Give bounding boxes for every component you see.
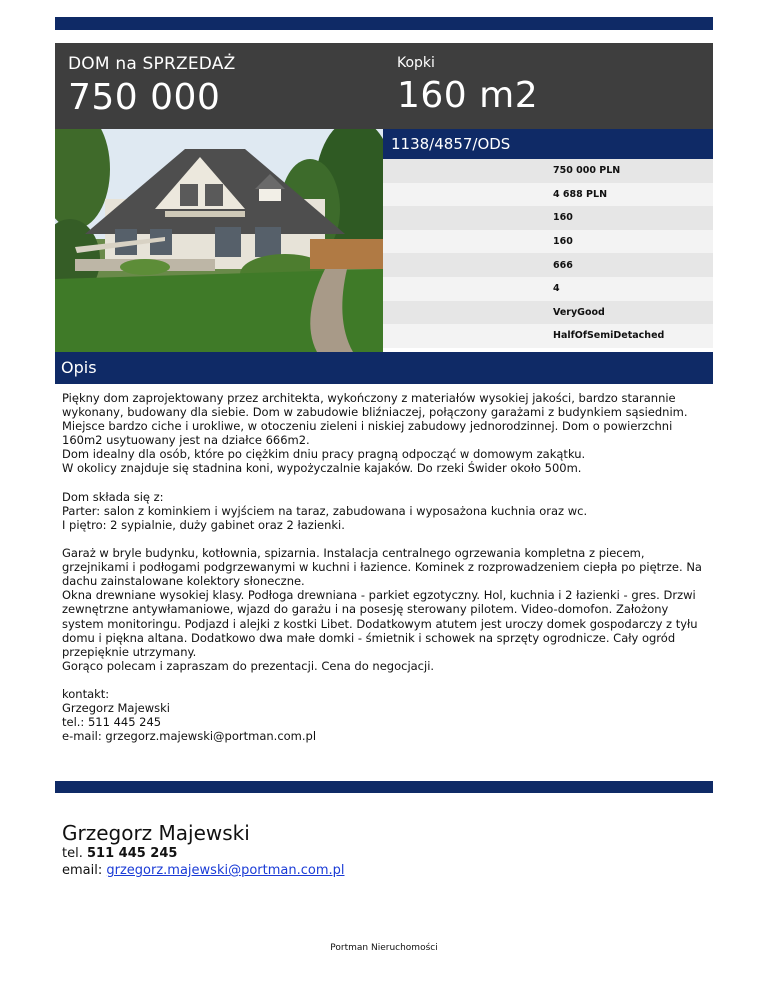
- agent-email-link[interactable]: grzegorz.majewski@portman.com.pl: [106, 863, 345, 878]
- spec-rooms: 4: [383, 277, 713, 301]
- description-contact: kontakt: Grzegorz Majewski tel.: 511 445 245 e-mail: grzegorz.majewski@portman.com.pl: [62, 686, 317, 744]
- listing-price: 750 000: [68, 77, 221, 118]
- reference-number: 1138/4857/ODS: [383, 129, 713, 159]
- house-photo: [55, 129, 383, 352]
- agent-phone: 511 445 245: [86, 846, 178, 861]
- description-heading: Opis: [55, 352, 713, 384]
- specs-table: [383, 159, 713, 348]
- spec-usable-area: 160: [383, 230, 713, 254]
- description-paragraph: Piękny dom zaprojektowany przez architekta, wykończony z materiałów wysokiej jakości, bardzo starannie wykonany, budowany dla siebie. Dom w zabudowie bliźniaczej, połączony garażami z budynkiem sąsiednim. Miejsce bardzo ciche i urokliwe, w otoczeniu zieleni i niskiej zabudowy jednorodzinnej. Dom o powierzchni 160m2 usytuowany jest na działce 666m2. Dom idealny dla osób, które po ciężkim dniu pracy pragną odpocząć w domowym zakątku. W okolicy znajduje się stadnina koni, wypożyczalnie kajaków. Do rzeki Świder około 500m.: [62, 391, 688, 476]
- spec-plot-area: 666: [383, 253, 713, 277]
- description-paragraph: Dom składa się z: Parter: salon z kominkiem i wyjściem na taraz, zabudowana i wyposażona kuchnia oraz wc. I piętro: 2 sypialnie, duży gabinet oraz 2 łazienki.: [62, 489, 588, 532]
- listing-city: Kopki: [397, 55, 435, 71]
- description-paragraph: Garaż w bryle budynku, kotłownia, spizarnia. Instalacja centralnego ogrzewania kompletna z piecem, grzejnikami i podłogami podgrzewanymi w kuchni i łazience. Kominek z rozprowadzeniem ciepła po piętrze. Na dachu zainstalowane kolektory słoneczne. Okna drewniane wysokiej klasy. Podłoga drewniana - parkiet egzotyczny. Hol, kuchnia i 2 łazienki - gres. Drzwi zewnętrzne antywłamaniowe, wjazd do garażu i na posesję sterowany pilotem. Video-domofon. Założony system monitoringu. Podjazd i alejki z kostki Libet. Dodatkowym atutem jest uroczy domek gospodarczy z tyłu domu i piękna altana. Dodatkowo dwa małe domki - śmietnik i schowek na sprzęty ogrodnicze. Cały ogród przepięknie utrzymany. Gorąco polecam i zapraszam do prezentacji. Cena do negocjacji.: [62, 546, 702, 673]
- agent-phone-line: [62, 845, 345, 862]
- listing-area: 160 m2: [397, 75, 539, 116]
- email-label: email:: [62, 863, 103, 878]
- agent-card: [62, 821, 345, 879]
- header-price-block: [68, 54, 235, 120]
- header-location-block: [397, 54, 538, 118]
- phone-label: tel.: [62, 846, 83, 861]
- top-accent-bar: [55, 17, 713, 30]
- agent-email-line: [62, 862, 345, 879]
- listing-header: [55, 43, 713, 129]
- spec-area: 160: [383, 206, 713, 230]
- spec-building-type: HalfOfSemiDetached: [383, 324, 713, 348]
- agent-name: Grzegorz Majewski: [62, 821, 250, 845]
- spec-condition: VeryGood: [383, 301, 713, 325]
- description-body: [62, 391, 710, 757]
- spec-price: 750 000 PLN: [383, 159, 713, 183]
- spec-price-per-m2: 4 688 PLN: [383, 183, 713, 207]
- footer-company: Portman Nieruchomości: [330, 943, 438, 953]
- bottom-accent-bar: [55, 781, 713, 793]
- listing-type-label: DOM na SPRZEDAŻ: [68, 54, 236, 74]
